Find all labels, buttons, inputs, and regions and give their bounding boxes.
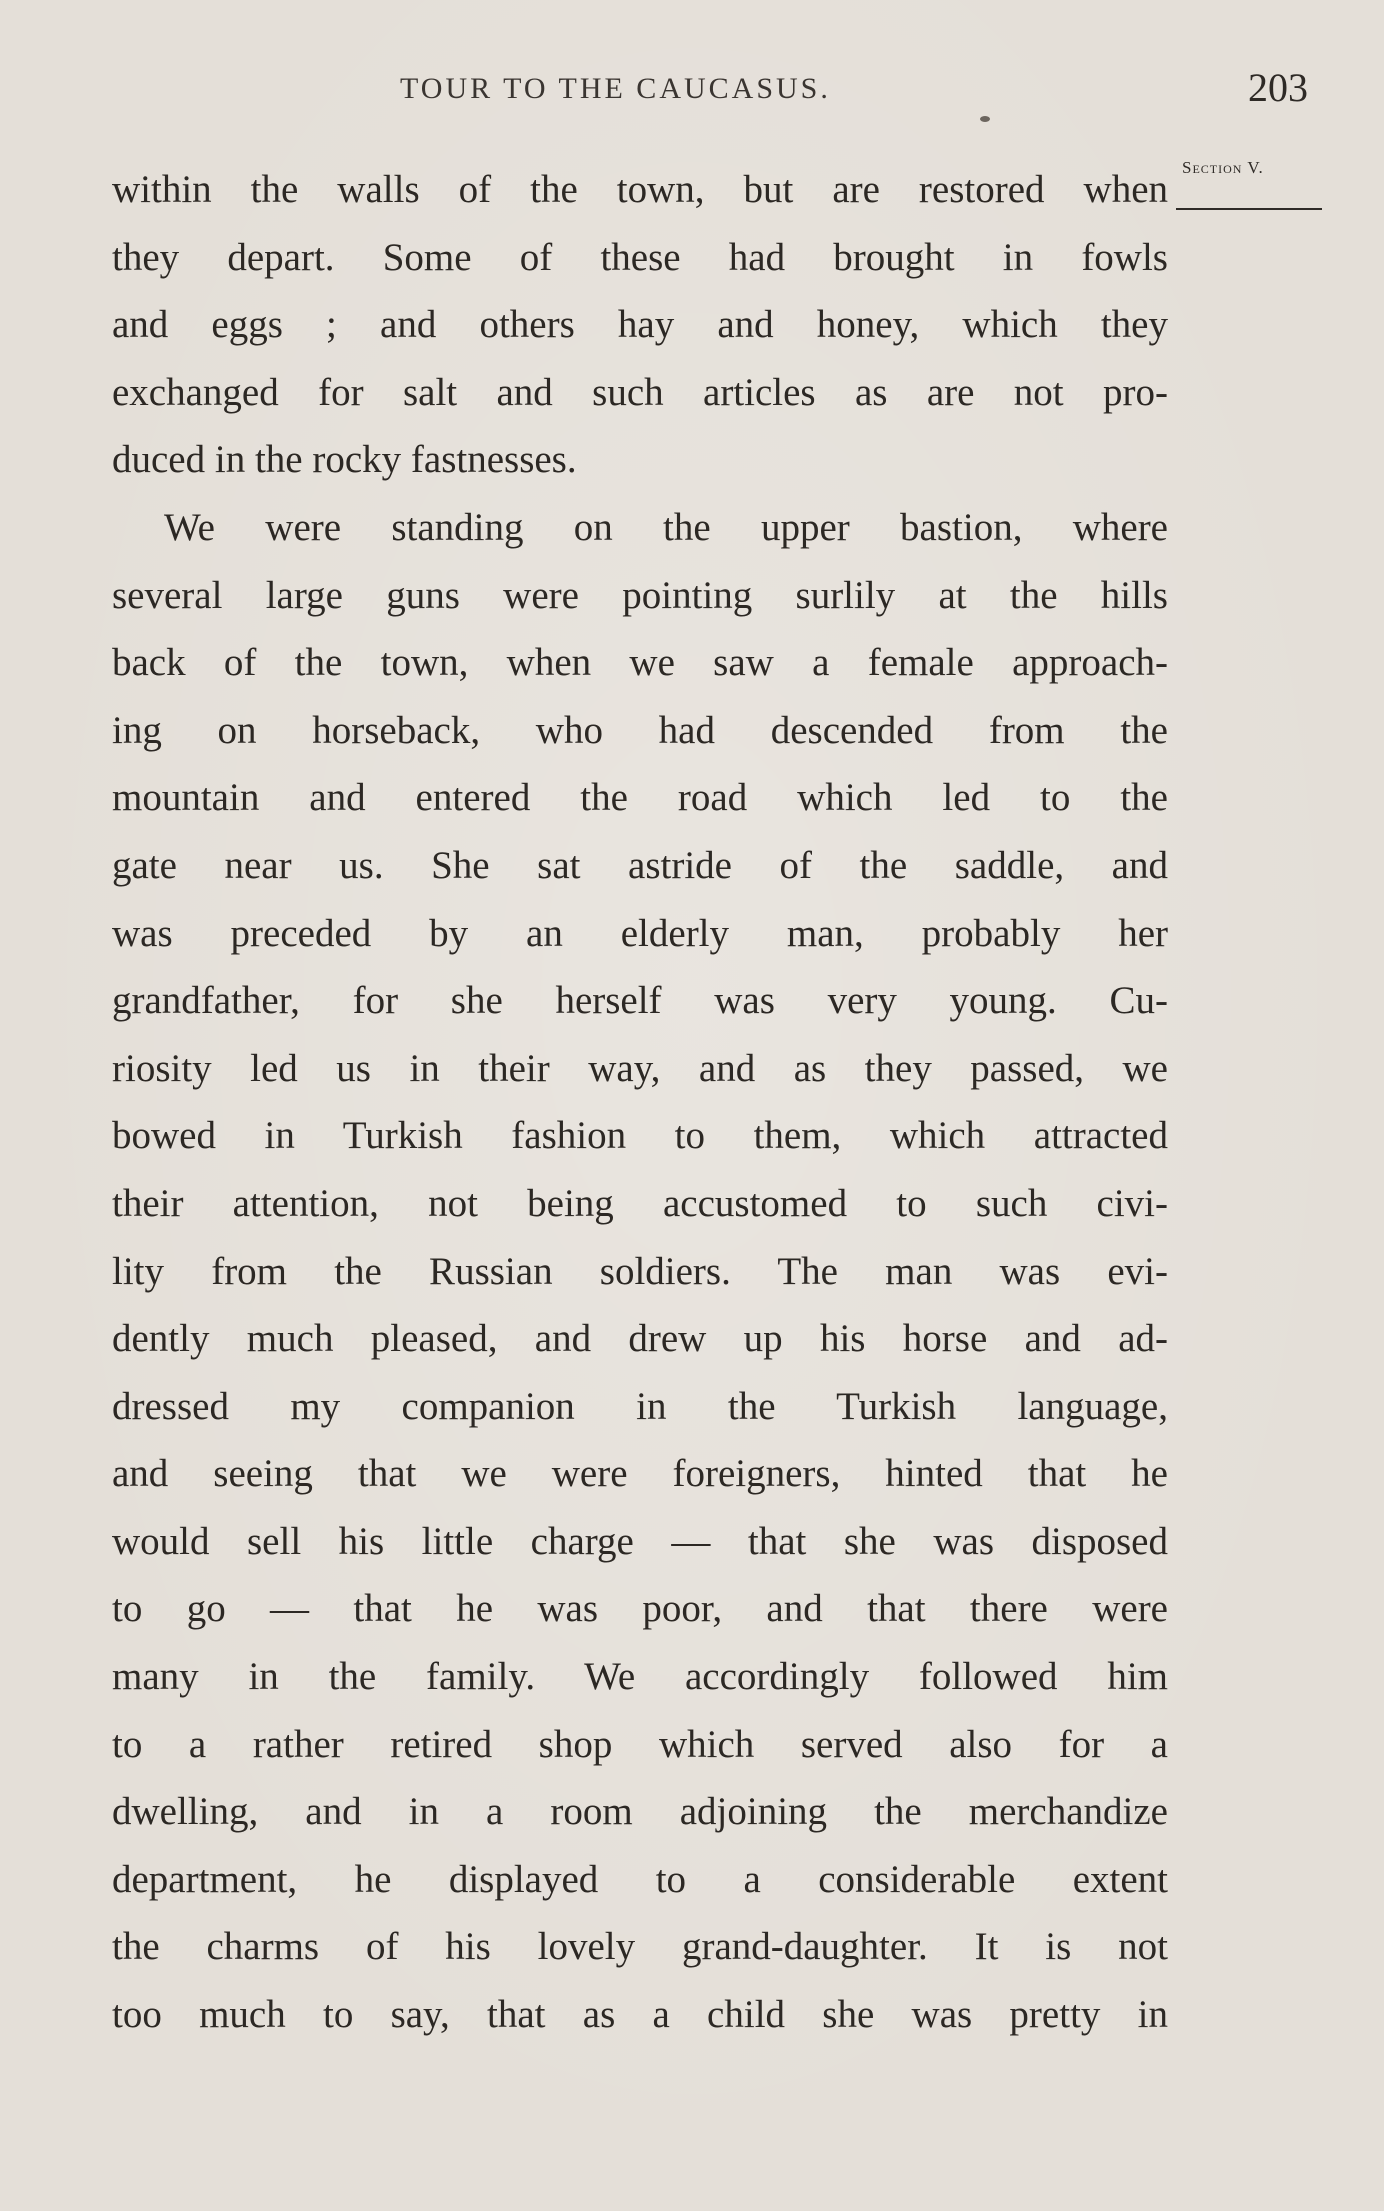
text-line: gate near us. She sat astride of the saddle, and [112, 843, 1168, 887]
text-line: was preceded by an elderly man, probably her [112, 911, 1168, 955]
section-label: Section V. [1182, 158, 1264, 177]
text-line: bowed in Turkish fashion to them, which attracted [112, 1114, 1168, 1158]
text-line: lity from the Russian soldiers. The man was evi- [112, 1249, 1168, 1293]
text-line: department, he displayed to a considerable extent [112, 1857, 1168, 1901]
text-line: and seeing that we were foreigners, hinted that he [112, 1452, 1168, 1496]
text-line: dressed my companion in the Turkish language, [112, 1384, 1168, 1428]
text-line: mountain and entered the road which led to the [112, 776, 1168, 820]
body-text [112, 156, 1168, 2049]
text-line: too much to say, that as a child she was pretty in [112, 1993, 1168, 2037]
text-line: exchanged for salt and such articles as are not pro- [112, 370, 1168, 414]
running-title: TOUR TO THE CAUCASUS. [400, 72, 831, 105]
paragraph-start-line: We were standing on the upper bastion, where [164, 505, 1168, 549]
text-line: to go — that he was poor, and that there were [112, 1587, 1168, 1631]
text-line: back of the town, when we saw a female approach- [112, 641, 1168, 685]
text-line: would sell his little charge — that she was disposed [112, 1519, 1168, 1563]
text-line: dently much pleased, and drew up his horse and ad- [112, 1317, 1168, 1361]
section-marginal-note [1176, 158, 1322, 212]
text-line: riosity led us in their way, and as they passed, we [112, 1046, 1168, 1090]
text-line: duced in the rocky fastnesses. [112, 438, 577, 482]
text-line: their attention, not being accustomed to such civi- [112, 1181, 1168, 1225]
text-line: they depart. Some of these had brought in fowls [112, 235, 1168, 279]
text-line: to a rather retired shop which served also for a [112, 1722, 1168, 1766]
text-line: ing on horseback, who had descended from the [112, 708, 1168, 752]
text-line: several large guns were pointing surlily at the hills [112, 573, 1168, 617]
running-head [0, 65, 1384, 112]
ink-speck [980, 116, 990, 122]
section-rule [1176, 208, 1322, 210]
text-line: and eggs ; and others hay and honey, which they [112, 303, 1168, 347]
text-line: many in the family. We accordingly followed him [112, 1655, 1168, 1699]
text-line: the charms of his lovely grand-daughter. It is not [112, 1925, 1168, 1969]
text-line: dwelling, and in a room adjoining the merchandize [112, 1790, 1168, 1834]
page-number: 203 [1248, 65, 1308, 110]
text-line: grandfather, for she herself was very young. Cu- [112, 979, 1168, 1023]
text-line: within the walls of the town, but are restored when [112, 168, 1168, 211]
